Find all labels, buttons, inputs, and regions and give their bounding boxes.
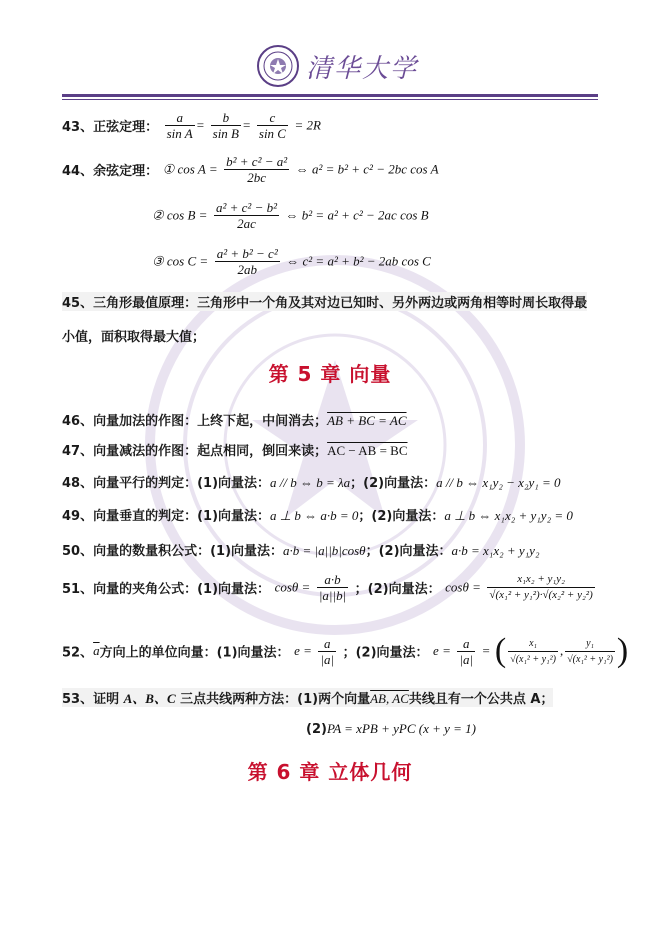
fraction-angle-coordinate: $\frac{\text{x₁x₂ + y₁y₂}}{\text{√(x₁² + y₁²)·√(x₂² + y₂²)}}$ (489, 573, 593, 601)
item-51: 51、向量的夹角公式：(1)向量法： cosθ = $\frac{a\cdot b}{|a||b|}$ ；(2)向量法： cosθ = $\frac{\text{x₁x₂ + y₁y₂}}{\text{√(x₁² + y₁²)·√(x₂² + y₂²)}}$ (62, 572, 593, 603)
right-paren: ) (616, 632, 629, 669)
item-47-formula: AC − AB = BC (327, 443, 408, 458)
university-seal-icon (256, 44, 300, 88)
item-43-label: 43、正弦定理： (62, 120, 159, 135)
fraction-cosA: $\frac{\text{b² + c² − a²}}{2bc}$ (226, 154, 288, 185)
item-49-formula-1: a ⊥ b ⇔ a·b = 0 (270, 508, 359, 523)
item-44-line3: ③ cos C = $\frac{\text{a² + b² − c²}}{2ab}$ ⇔ c² = a² + b² − 2ab cos C (152, 246, 431, 277)
chapter-6-heading: 第 6 章 立体几何 (247, 760, 413, 784)
item-49: 49、向量垂直的判定：(1)向量法：a ⊥ b ⇔ a·b = 0；(2)向量法：a ⊥ b ⇔ x₁x₂ + y₁y₂ = 0 (62, 508, 573, 524)
item-43-formula-end: = 2R (294, 117, 321, 133)
item-46-formula: AB + BC = AC (327, 413, 407, 428)
item-45-line2: 小值，面积取得最大值； (62, 330, 206, 345)
item-46: 46、向量加法的作图：上终下起，中间消去；AB + BC = AC (62, 413, 407, 429)
item-49-formula-2: a ⊥ b ⇔ x₁x₂ + y₁y₂ = 0 (444, 508, 573, 523)
fraction-b-sinB: $\frac{b}{\text{sin B}}$ (212, 110, 240, 141)
fraction-cosC: $\frac{\text{a² + b² − c²}}{2ab}$ (216, 246, 278, 277)
left-paren: ( (494, 632, 507, 669)
fraction-cosB: $\frac{\text{a² + c² − b²}}{2ac}$ (215, 200, 277, 231)
header-rule (62, 94, 598, 97)
item-50: 50、向量的数量积公式：(1)向量法：a·b = |a||b|cosθ；(2)向量法：a·b = x₁x₂ + y₁y₂ (62, 543, 540, 559)
item-48-formula-2: a // b ⇔ x₁y₂ − x₂y₁ = 0 (436, 475, 561, 490)
header-rule-thin (62, 99, 598, 100)
header (0, 0, 660, 100)
item-44-label: 44、余弦定理： (62, 164, 159, 179)
fraction-c-sinC: $\frac{c}{\text{sin C}}$ (258, 110, 286, 141)
fraction-unit-vector-2: $\frac{a}{|a|}$ (459, 635, 474, 667)
fraction-unit-vector-1: $\frac{a}{|a|}$ (320, 635, 335, 667)
item-52: 52、$\overline{a}$方向上的单位向量：(1)向量法： e = $\frac{a}{|a|}$ ；(2)向量法： e = $\frac{a}{|a|}$ = ( $\frac{\text{x₁}}{\text{√(x₁² + y₁²)}}$ , $\frac{\text{y₁}}{\text{√(x₁² + y₁²)}}$ ) (62, 632, 629, 669)
item-48: 48、向量平行的判定：(1)向量法：a // b ⇔ b = λa；(2)向量法：a // b ⇔ x₁y₂ − x₂y₁ = 0 (62, 475, 561, 491)
item-45-line1: 45、三角形最值原理：三角形中一个角及其对边已知时、另外两边或两角相等时周长取得最 (62, 292, 587, 311)
logo-text: 清华大学 (306, 54, 419, 84)
item-50-formula-2: a·b = x₁x₂ + y₁y₂ (451, 543, 540, 558)
item-48-formula-1: a // b ⇔ b = λa (270, 475, 351, 490)
item-44-line2: ② cos B = $\frac{\text{a² + c² − b²}}{2ac}$ ⇔ b² = a² + c² − 2ac cos B (152, 200, 429, 231)
item-50-formula-1: a·b = |a||b|cosθ (283, 543, 366, 558)
item-53-line2: (2)PA = xPB + yPC (x + y = 1) (306, 721, 476, 737)
chapter-5-heading: 第 5 章 向量 (268, 362, 392, 386)
item-44-line1: 44、余弦定理： ① cos A = $\frac{\text{b² + c² − a²}}{2bc}$ ⇔ a² = b² + c² − 2bc cos A (62, 154, 439, 185)
fraction-angle-vector: $\frac{a\cdot b}{|a||b|}$ (318, 572, 347, 603)
fraction-unit-y: $\frac{\text{y₁}}{\text{√(x₁² + y₁²)}}$ (567, 637, 613, 665)
item-43: 43、正弦定理： $\frac{a}{\text{sin A}}$ = $\frac{b}{\text{sin B}}$ = $\frac{c}{\text{sin C}}$ = 2R (62, 110, 321, 141)
item-53-formula: PA = xPB + yPC (x + y = 1) (326, 721, 476, 736)
item-47: 47、向量减法的作图：起点相同，倒回来读；AC − AB = BC (62, 443, 408, 459)
fraction-a-sinA: $\frac{a}{\text{sin A}}$ (166, 110, 193, 141)
fraction-unit-x: $\frac{\text{x₁}}{\text{√(x₁² + y₁²)}}$ (510, 637, 556, 665)
item-53-line1: 53、证明 A、B、C 三点共线两种方法：(1)两个向量AB, AC共线且有一个公共点 A； (62, 688, 553, 707)
